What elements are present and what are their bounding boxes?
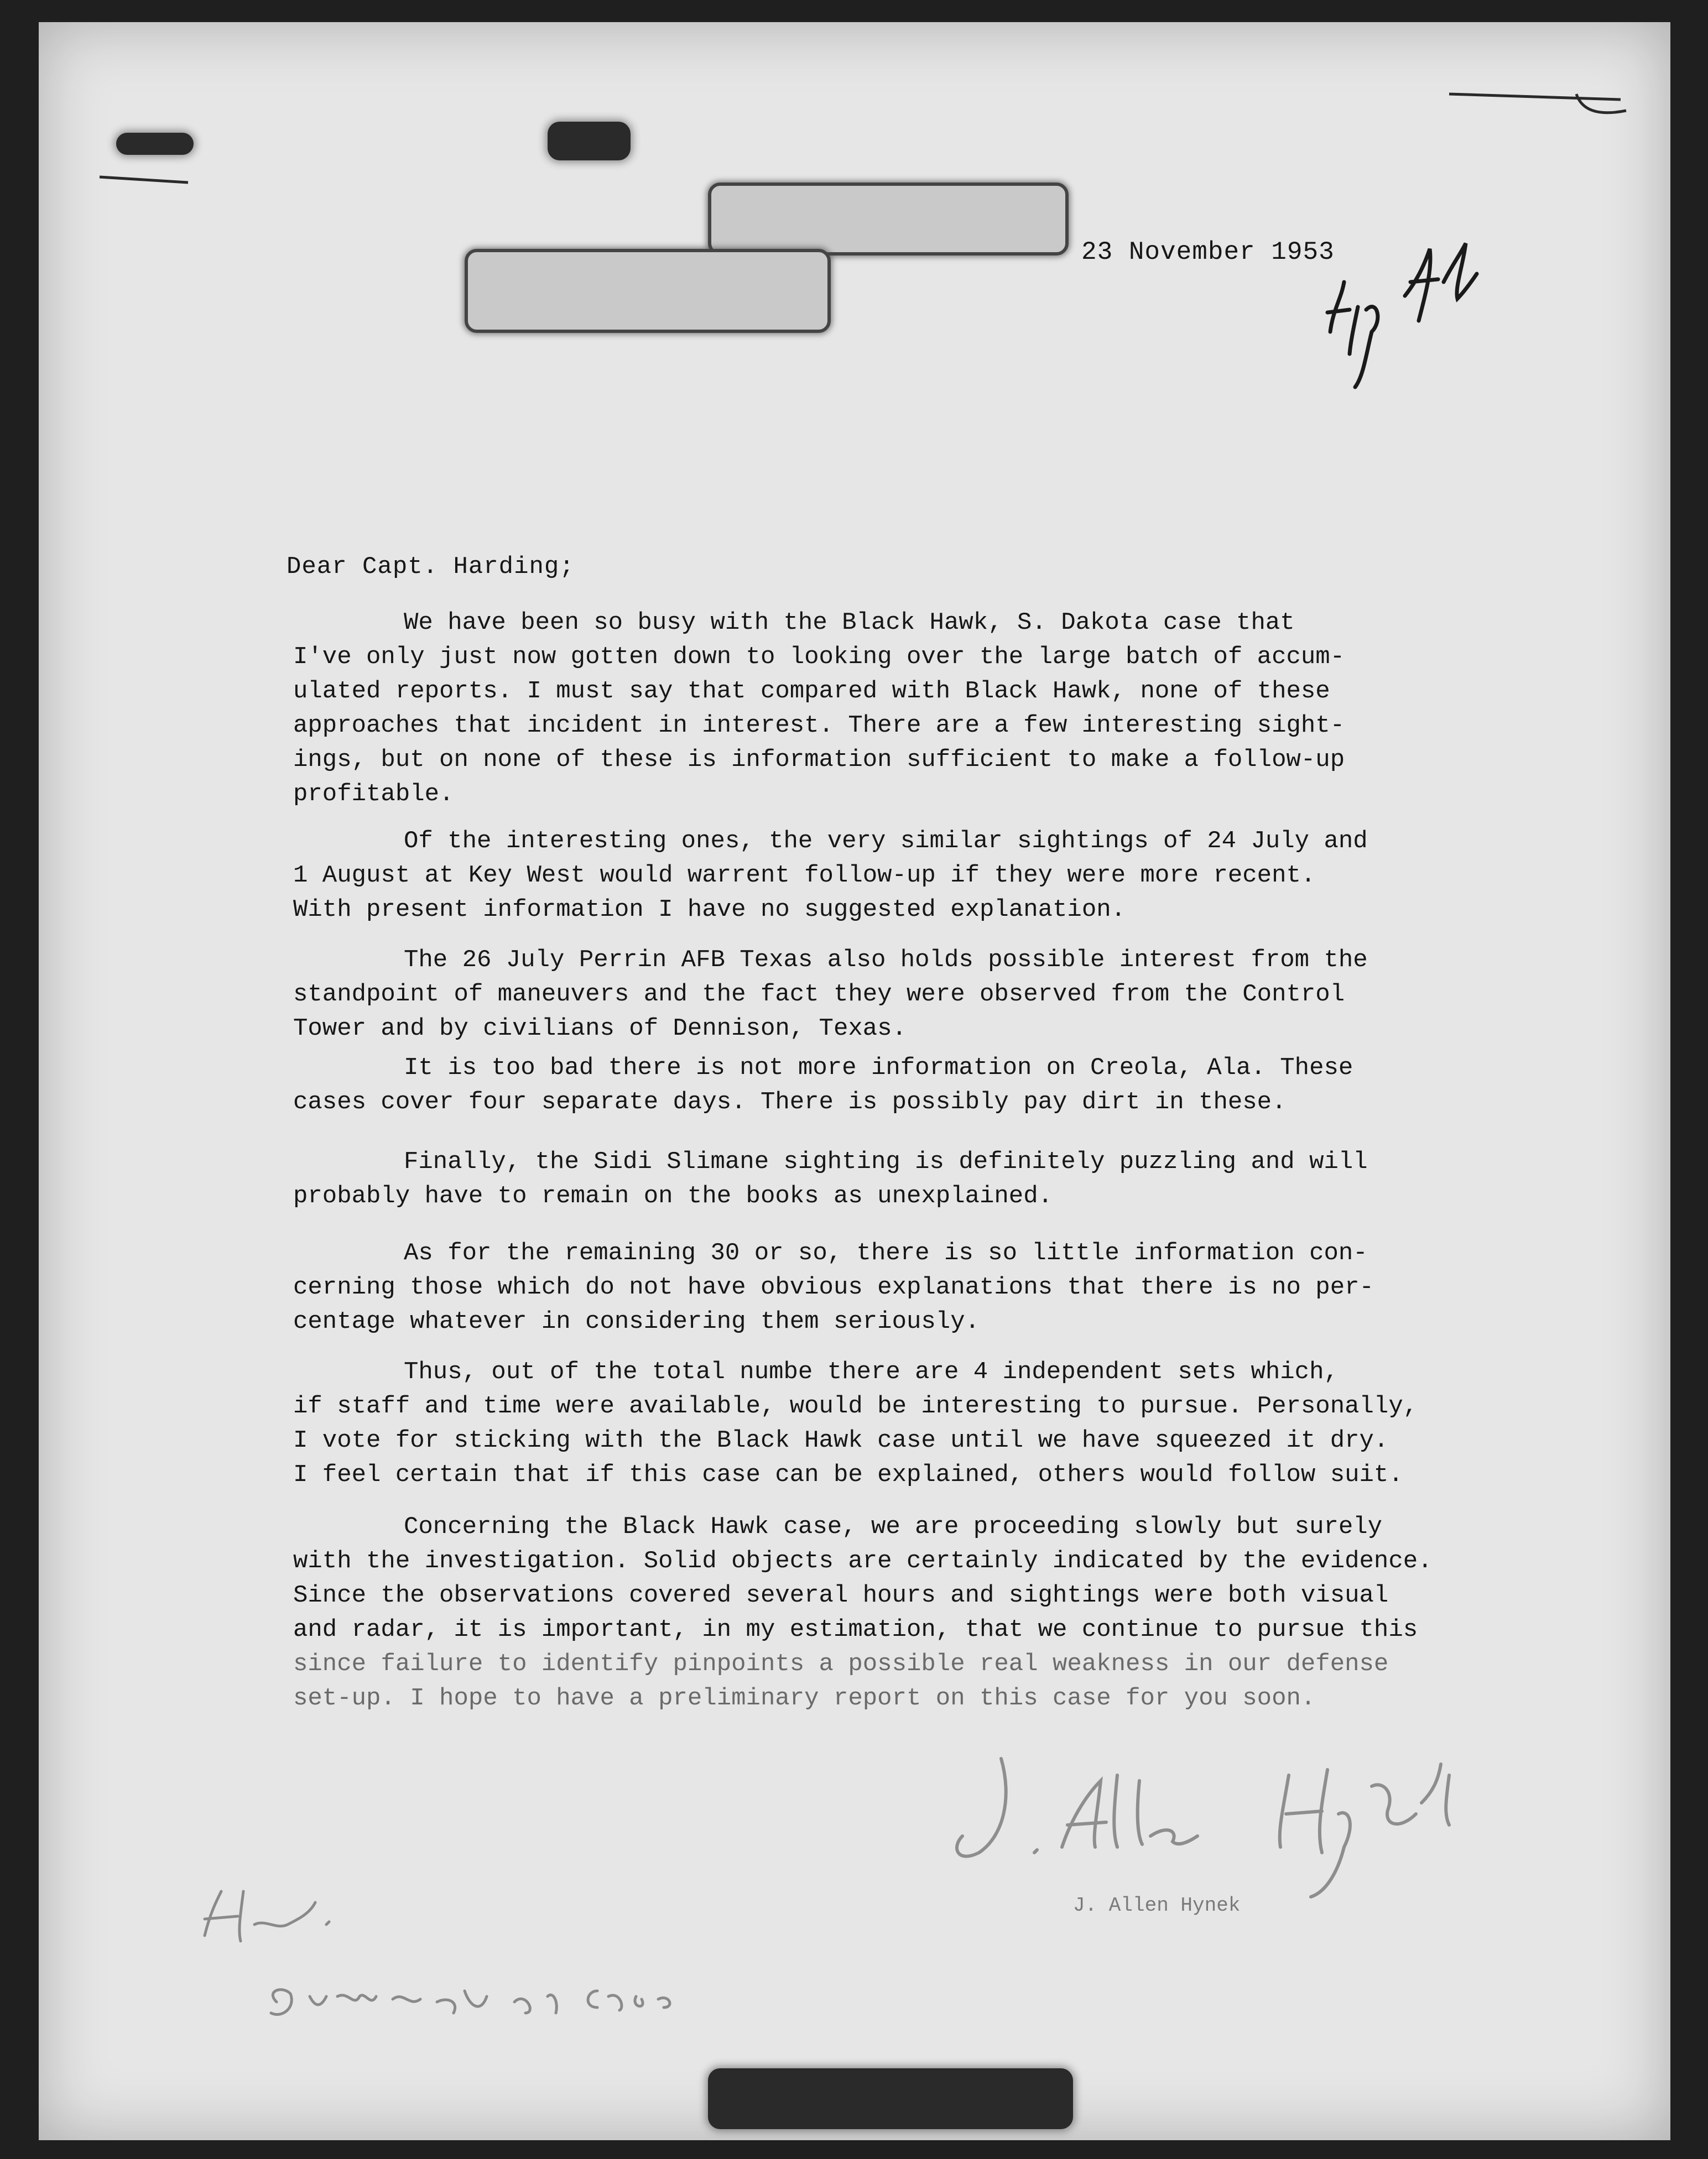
paragraph-line: set-up. I hope to have a preliminary report on this case for you soon. [293, 1685, 1316, 1712]
paragraph-line: profitable. [293, 780, 454, 808]
paragraph-line: Since the observations covered several hours and sightings were both visual [293, 1582, 1389, 1609]
paragraph-line: since failure to identify pinpoints a possible real weakness in our defense [293, 1650, 1389, 1678]
paragraph-line: approaches that incident in interest. There are a few interesting sight- [293, 712, 1345, 739]
letter-page [39, 22, 1670, 2140]
paragraph-line: if staff and time were available, would be interesting to pursue. Personally, [293, 1393, 1418, 1420]
handwritten-bottom-note [205, 1891, 670, 2015]
paragraph-line: ings, but on none of these is information sufficient to make a follow-up [293, 746, 1345, 774]
paragraph-line: probably have to remain on the books as unexplained. [293, 1182, 1053, 1210]
handwritten-fig-file [1327, 243, 1477, 387]
paragraph-line: Of the interesting ones, the very similar sightings of 24 July and [404, 827, 1368, 855]
paragraph-line: 1 August at Key West would warrent follow-up if they were more recent. [293, 862, 1316, 889]
paragraph-line: ulated reports. I must say that compared with Black Hawk, none of these [293, 677, 1330, 705]
paragraph-line: standpoint of maneuvers and the fact they were observed from the Control [293, 981, 1345, 1008]
typed-signature: J. Allen Hynek [1073, 1894, 1241, 1917]
paragraph-line: with the investigation. Solid objects are certainly indicated by the evidence. [293, 1547, 1433, 1575]
paragraph-line: and radar, it is important, in my estimation, that we continue to pursue this [293, 1616, 1418, 1644]
paragraph-line: The 26 July Perrin AFB Texas also holds possible interest from the [404, 946, 1368, 974]
paragraph-line: centage whatever in considering them seriously. [293, 1308, 980, 1336]
paragraph-line: We have been so busy with the Black Hawk, S. Dakota case that [404, 609, 1295, 637]
paragraph-line: Finally, the Sidi Slimane sighting is definitely puzzling and will [404, 1148, 1368, 1176]
paragraph-line: It is too bad there is not more information on Creola, Ala. These [404, 1054, 1353, 1082]
paragraph-line: As for the remaining 30 or so, there is so little information con- [404, 1239, 1368, 1267]
header-mark [100, 94, 1626, 182]
paragraph-line: I've only just now gotten down to looking over the large batch of accum- [293, 643, 1345, 671]
paragraph-line: I feel certain that if this case can be explained, others would follow suit. [293, 1461, 1403, 1489]
paragraph-line: Thus, out of the total numbe there are 4 independent sets which, [404, 1358, 1339, 1386]
paragraph-line: With present information I have no suggested explanation. [293, 896, 1126, 924]
letter-date: 23 November 1953 [1081, 238, 1335, 267]
paragraph-line: cerning those which do not have obvious explanations that there is no per- [293, 1274, 1374, 1301]
paragraph-line: I vote for sticking with the Black Hawk case until we have squeezed it dry. [293, 1427, 1389, 1454]
paragraph-line: Concerning the Black Hawk case, we are proceeding slowly but surely [404, 1513, 1383, 1541]
salutation: Dear Capt. Harding; [287, 553, 575, 581]
handwriting-layer [39, 22, 1670, 2140]
handwritten-signature [957, 1759, 1449, 1897]
paragraph-line: Tower and by civilians of Dennison, Texas. [293, 1015, 907, 1042]
paragraph-line: cases cover four separate days. There is possibly pay dirt in these. [293, 1088, 1287, 1116]
